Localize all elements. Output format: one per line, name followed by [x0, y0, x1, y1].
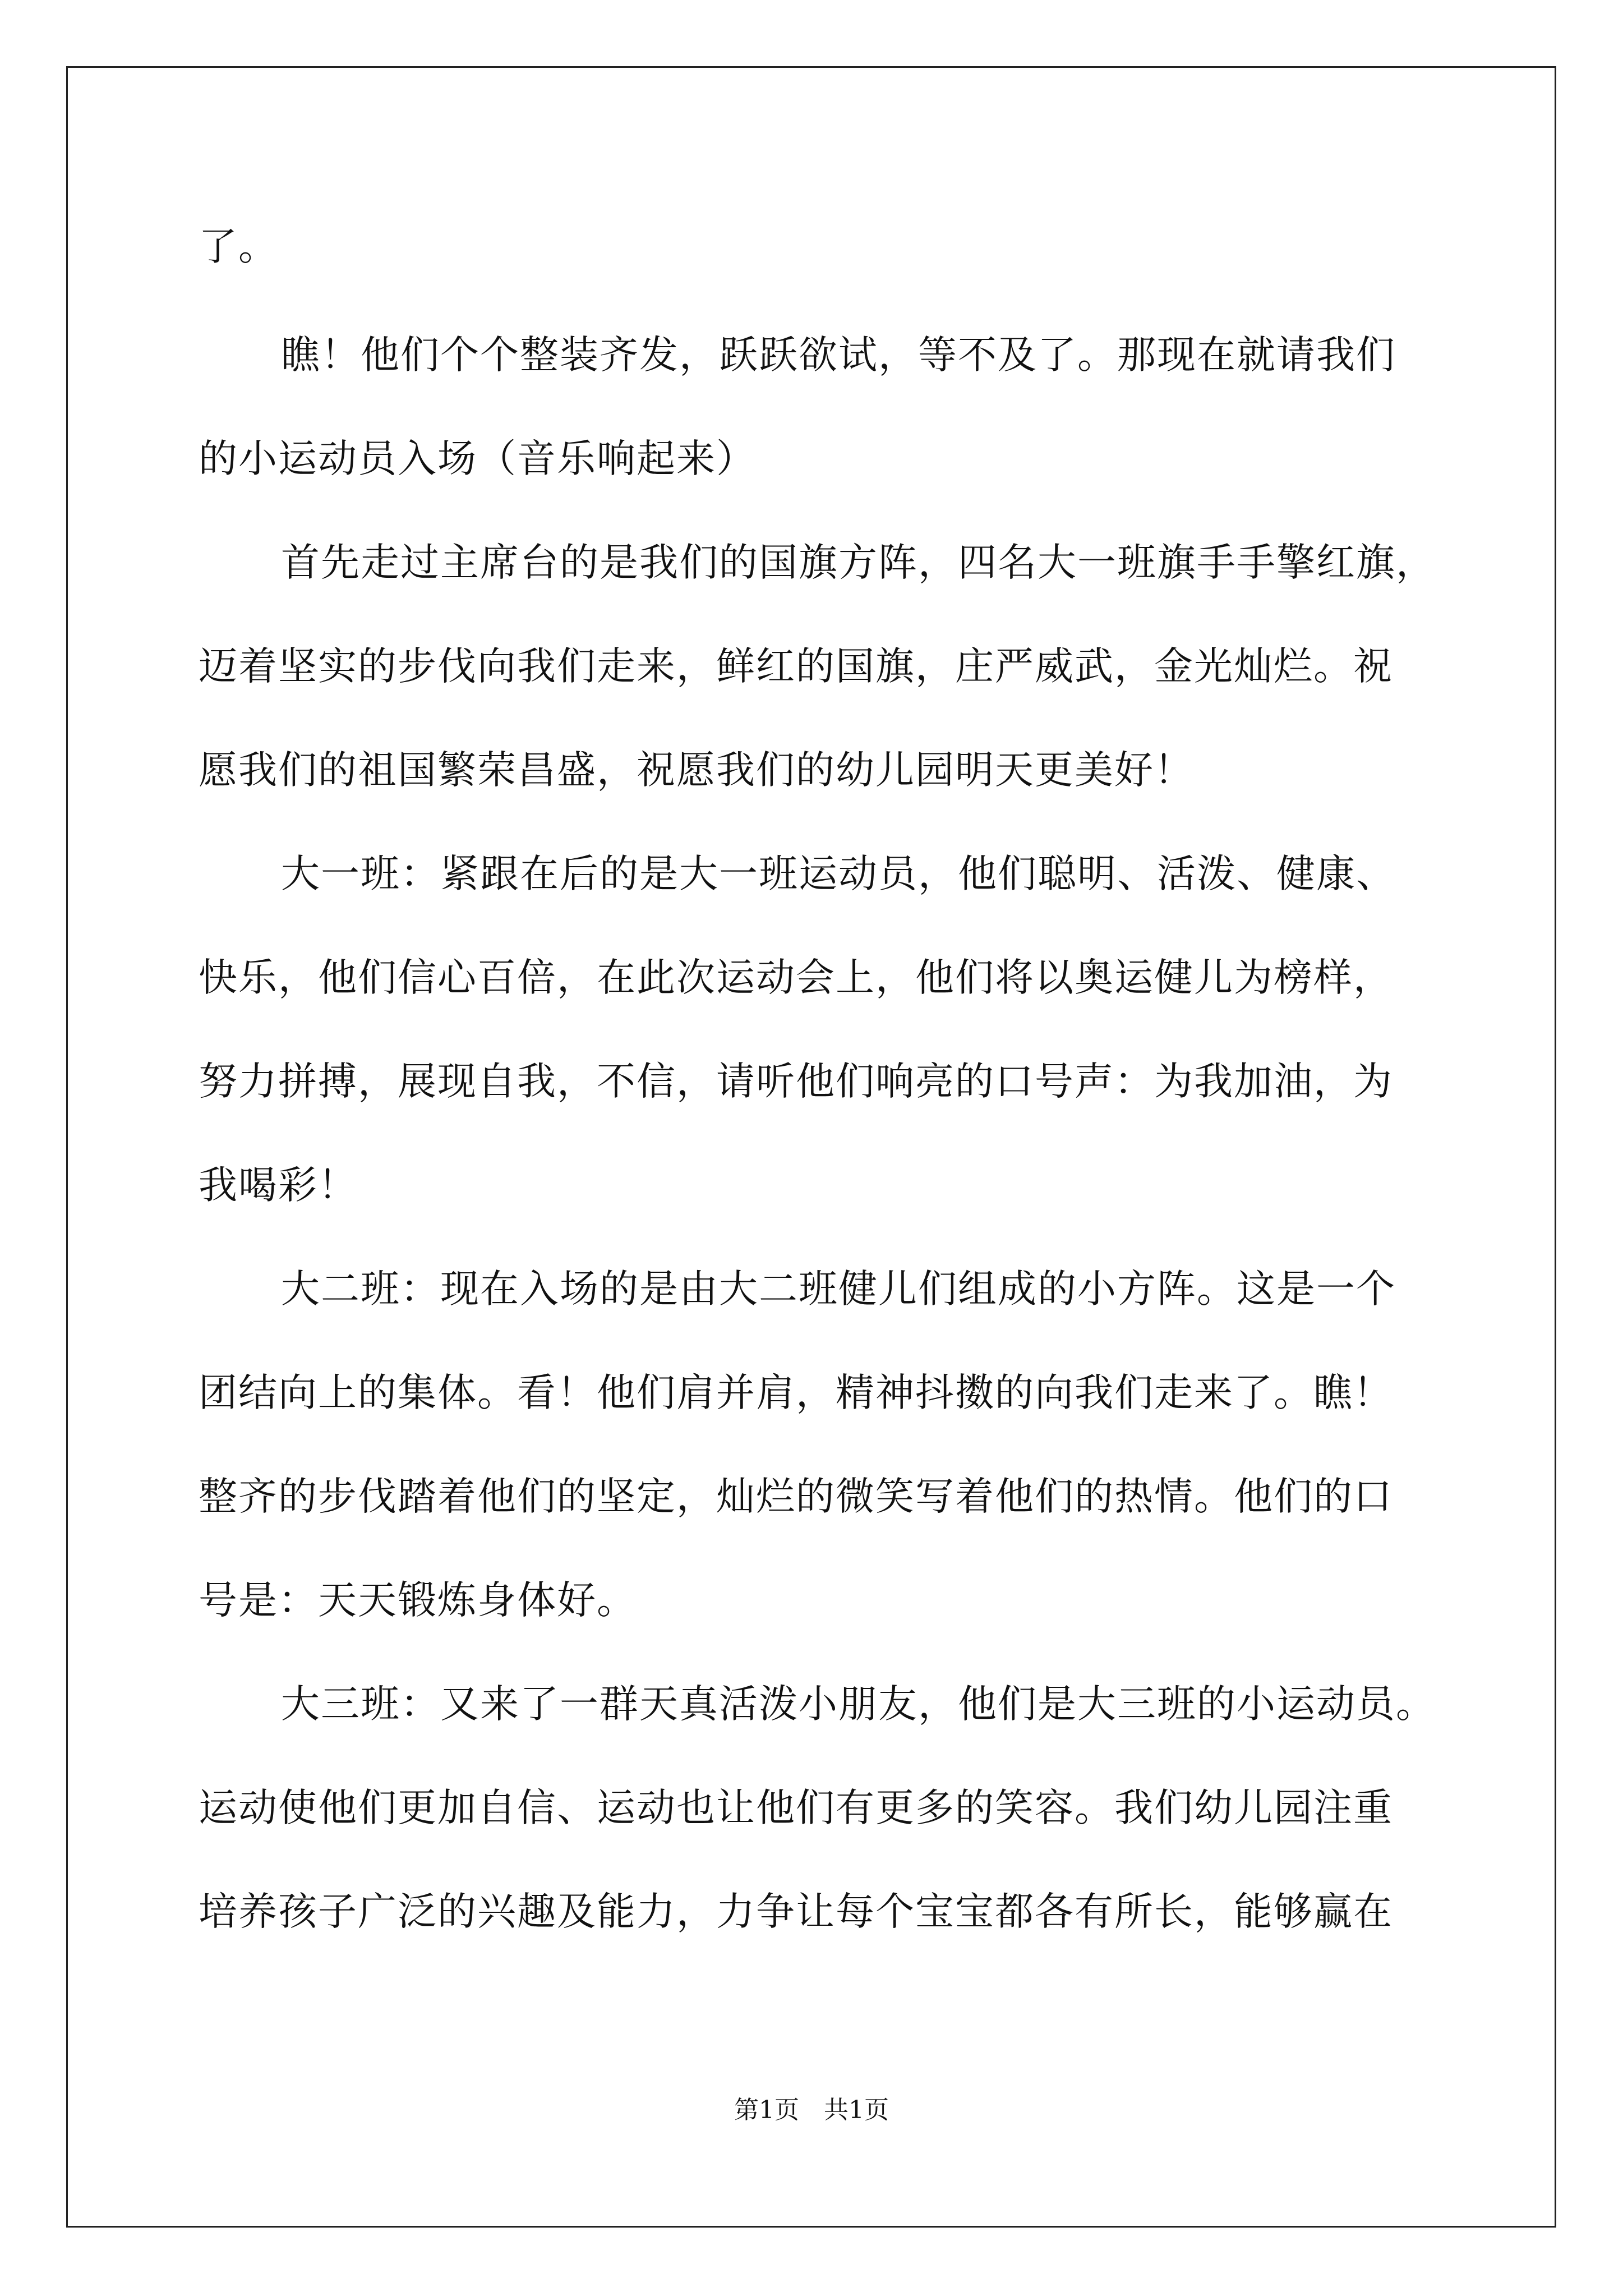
- paragraph-line: 愿我们的祖国繁荣昌盛，祝愿我们的幼儿园明天更美好！: [199, 748, 1194, 793]
- paragraph-line: 迈着坚实的步伐向我们走来，鲜红的国旗，庄严威武，金光灿烂。祝: [199, 644, 1393, 689]
- paragraph-line: 首先走过主席台的是我们的国旗方阵，四名大一班旗手手擎红旗，: [281, 540, 1436, 585]
- paragraph-line: 团结向上的集体。看！他们肩并肩，精神抖擞的向我们走来了。瞧！: [199, 1370, 1393, 1415]
- paragraph-line: 的小运动员入场（音乐响起来）: [199, 436, 756, 481]
- page-footer: 第1页 共1页: [734, 2096, 889, 2124]
- paragraph-line: 努力拼搏，展现自我，不信，请听他们响亮的口号声：为我加油，为: [199, 1059, 1393, 1104]
- paragraph-line: 快乐，他们信心百倍，在此次运动会上，他们将以奥运健儿为榜样，: [199, 955, 1393, 1000]
- paragraph-line: 大三班：又来了一群天真活泼小朋友，他们是大三班的小运动员。: [281, 1682, 1436, 1727]
- paragraph-line: 培养孩子广泛的兴趣及能力，力争让每个宝宝都各有所长，能够赢在: [199, 1889, 1393, 1934]
- paragraph-line: 了。: [199, 224, 278, 269]
- paragraph-line: 大二班：现在入场的是由大二班健儿们组成的小方阵。这是一个: [281, 1267, 1396, 1312]
- paragraph-line: 大一班：紧跟在后的是大一班运动员，他们聪明、活泼、健康、: [281, 852, 1396, 896]
- paragraph-line: 瞧！他们个个整装齐发，跃跃欲试，等不及了。那现在就请我们: [281, 333, 1396, 378]
- paragraph-line: 运动使他们更加自信、运动也让他们有更多的笑容。我们幼儿园注重: [199, 1786, 1393, 1830]
- paragraph-line: 我喝彩！: [199, 1163, 358, 1208]
- paragraph-line: 整齐的步伐踏着他们的坚定，灿烂的微笑写着他们的热情。他们的口: [199, 1474, 1393, 1519]
- paragraph-line: 号是：天天锻炼身体好。: [199, 1578, 637, 1623]
